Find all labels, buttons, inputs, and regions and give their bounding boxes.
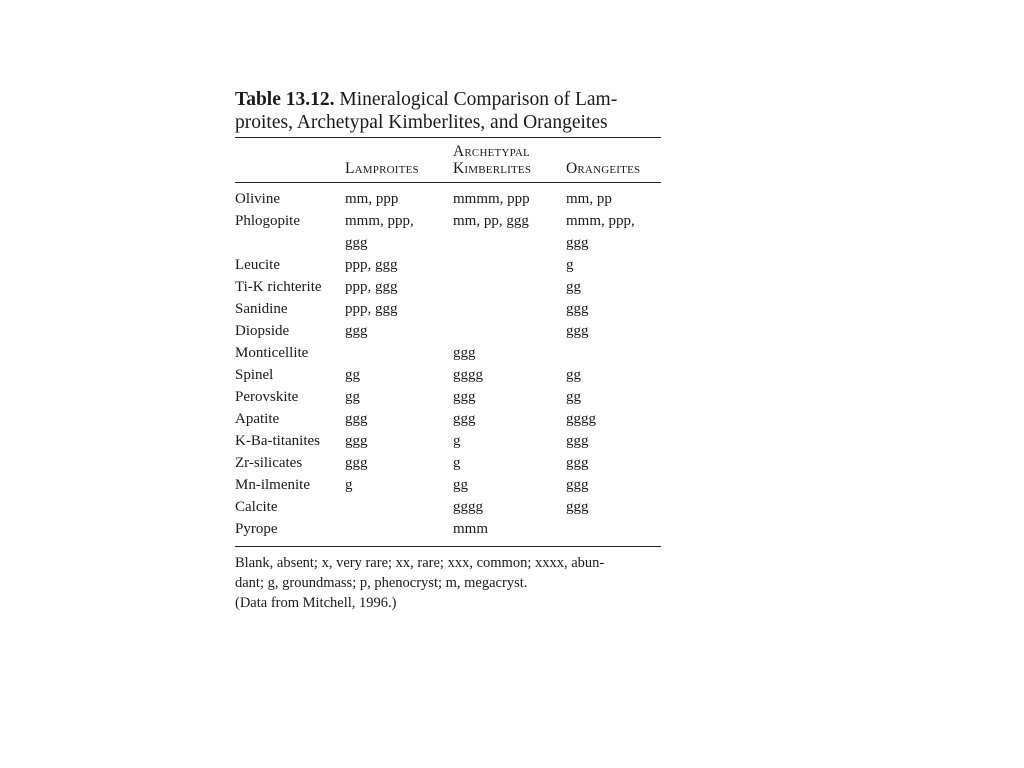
table-footnote bbox=[235, 553, 665, 613]
table-row bbox=[235, 430, 661, 452]
lamproites-cell: gg bbox=[345, 367, 360, 383]
table-row bbox=[235, 298, 661, 320]
kimberlites-cell: gggg bbox=[453, 499, 483, 515]
table-label: Table 13.12. bbox=[235, 89, 335, 110]
table-row bbox=[235, 408, 661, 430]
lamproites-cell: ggg bbox=[345, 455, 368, 471]
orangeites-cell: ggg bbox=[566, 301, 589, 317]
kimberlites-cell: ggg bbox=[453, 389, 476, 405]
table-row bbox=[235, 452, 661, 474]
table-row bbox=[235, 364, 661, 386]
mineral-cell: Leucite bbox=[235, 257, 280, 273]
orangeites-cell: gg bbox=[566, 279, 581, 295]
header-lamproites: Lamproites bbox=[345, 160, 419, 177]
table-body bbox=[235, 188, 661, 540]
footnote-line1: Blank, absent; x, very rare; xx, rare; xxx, common; xxxx, abun- bbox=[235, 555, 605, 571]
table-row bbox=[235, 320, 661, 342]
kimberlites-cell: mm, pp, ggg bbox=[453, 213, 529, 229]
kimberlites-cell: gg bbox=[453, 477, 468, 493]
orangeites-cell: ggg bbox=[566, 235, 589, 251]
mineral-cell: Calcite bbox=[235, 499, 278, 515]
table-bottom-rule bbox=[235, 546, 661, 547]
lamproites-cell: ggg bbox=[345, 433, 368, 449]
orangeites-cell: gg bbox=[566, 367, 581, 383]
lamproites-cell: gg bbox=[345, 389, 360, 405]
mineral-cell: K-Ba-titanites bbox=[235, 433, 320, 449]
kimberlites-cell: ggg bbox=[453, 345, 476, 361]
header-kimberlites: Kimberlites bbox=[453, 160, 532, 177]
orangeites-cell: ggg bbox=[566, 433, 589, 449]
table-caption-line2: proites, Archetypal Kimberlites, and Orangeites bbox=[235, 112, 608, 133]
mineral-cell: Monticellite bbox=[235, 345, 309, 361]
table-row bbox=[235, 496, 661, 518]
mineral-cell: Sanidine bbox=[235, 301, 288, 317]
kimberlites-cell: g bbox=[453, 433, 461, 449]
mineral-cell: Spinel bbox=[235, 367, 274, 383]
orangeites-cell: ggg bbox=[566, 455, 589, 471]
kimberlites-cell: mmm bbox=[453, 521, 489, 537]
header-bottom-rule bbox=[235, 182, 661, 183]
mineral-cell: Perovskite bbox=[235, 389, 299, 405]
mineral-cell: Diopside bbox=[235, 323, 290, 339]
table-row bbox=[235, 210, 661, 232]
table-row bbox=[235, 276, 661, 298]
kimberlites-cell: gggg bbox=[453, 367, 483, 383]
orangeites-cell: mmm, ppp, bbox=[566, 213, 635, 229]
header-orangeites: Orangeites bbox=[566, 160, 641, 177]
orangeites-cell: gg bbox=[566, 389, 581, 405]
table-page bbox=[235, 88, 661, 613]
mineral-cell: Mn-ilmenite bbox=[235, 477, 310, 493]
orangeites-cell: ggg bbox=[566, 499, 589, 515]
table-row bbox=[235, 386, 661, 408]
lamproites-cell: g bbox=[345, 477, 353, 493]
table-caption-line1: Mineralogical Comparison of Lam- bbox=[339, 89, 618, 110]
kimberlites-cell: ggg bbox=[453, 411, 476, 427]
table-row bbox=[235, 254, 661, 276]
lamproites-cell: ggg bbox=[345, 235, 368, 251]
orangeites-cell: mm, pp bbox=[566, 191, 612, 207]
header-archetypal: Archetypal bbox=[453, 143, 530, 160]
table-row bbox=[235, 342, 661, 364]
orangeites-cell: ggg bbox=[566, 477, 589, 493]
lamproites-cell: mm, ppp bbox=[345, 191, 399, 207]
footnote-line2: dant; g, groundmass; p, phenocryst; m, megacryst. bbox=[235, 575, 528, 591]
orangeites-cell: ggg bbox=[566, 323, 589, 339]
mineral-cell: Ti-K richterite bbox=[235, 279, 322, 295]
lamproites-cell: ggg bbox=[345, 323, 368, 339]
data-source: (Data from Mitchell, 1996.) bbox=[235, 595, 397, 611]
lamproites-cell: mmm, ppp, bbox=[345, 213, 414, 229]
table-row bbox=[235, 474, 661, 496]
orangeites-cell: g bbox=[566, 257, 574, 273]
lamproites-cell: ppp, ggg bbox=[345, 279, 398, 295]
mineral-cell: Olivine bbox=[235, 191, 280, 207]
kimberlites-cell: g bbox=[453, 455, 461, 471]
orangeites-cell: gggg bbox=[566, 411, 596, 427]
kimberlites-cell: mmmm, ppp bbox=[453, 191, 530, 207]
table-title bbox=[235, 88, 661, 134]
table-header bbox=[235, 138, 661, 182]
mineral-cell: Phlogopite bbox=[235, 213, 301, 229]
table-row bbox=[235, 188, 661, 210]
mineral-cell: Pyrope bbox=[235, 521, 278, 537]
mineral-cell: Zr-silicates bbox=[235, 455, 303, 471]
table-row bbox=[235, 518, 661, 540]
lamproites-cell: ggg bbox=[345, 411, 368, 427]
mineral-cell: Apatite bbox=[235, 411, 280, 427]
table-row bbox=[235, 232, 661, 254]
lamproites-cell: ppp, ggg bbox=[345, 301, 398, 317]
lamproites-cell: ppp, ggg bbox=[345, 257, 398, 273]
